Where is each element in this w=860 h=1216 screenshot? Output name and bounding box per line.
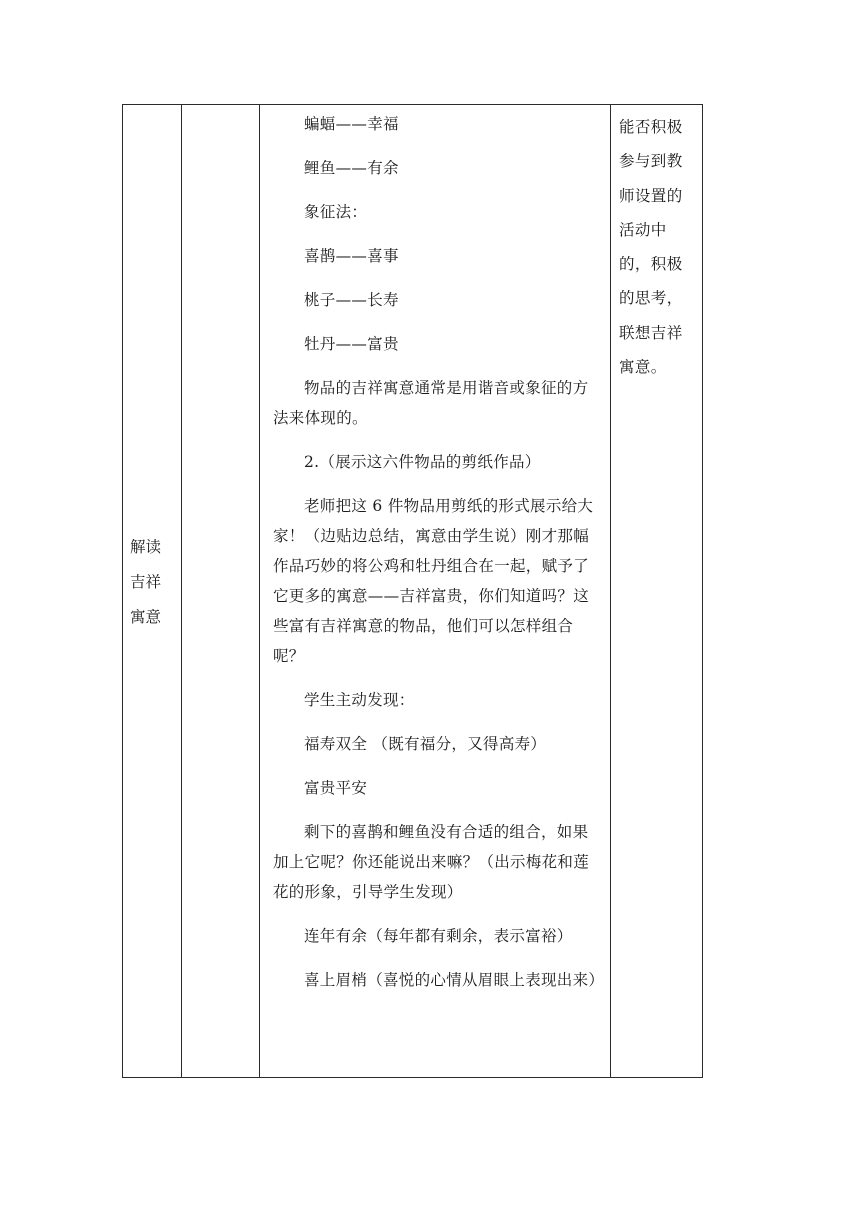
content-paragraph: 剩下的喜鹊和鲤鱼没有合适的组合，如果加上它呢？你还能说出来嘛？（出示梅花和莲花的形象，引导学生发现） (273, 823, 590, 901)
content-paragraph: 物品的吉祥寓意通常是用谐音或象征的方法来体现的。 (273, 379, 589, 427)
section-label-cell (123, 105, 182, 1078)
section-label: 解读吉祥寓意 (130, 537, 162, 626)
content-line: 象征法： (304, 203, 368, 221)
assessment-cell (611, 105, 703, 1078)
lesson-plan-table (122, 104, 703, 1078)
content-line: 鲤鱼——有余 (304, 159, 399, 177)
table-row (123, 105, 703, 1078)
content-line: 富贵平安 (304, 779, 368, 797)
content-line: 蝙蝠——幸福 (304, 115, 399, 133)
assessment-text: 能否积极参与到教师设置的活动中的，积极的思考，联想吉祥寓意。 (619, 118, 683, 377)
content-line: 连年有余（每年都有剩余，表示富裕） (304, 927, 573, 945)
content-paragraph: 老师把这 6 件物品用剪纸的形式展示给大家！（边贴边总结，寓意由学生说）刚才那幅作品巧妙的将公鸡和牡丹组合在一起，赋予了它更多的寓意——吉祥富贵，你们知道吗？这些富有吉祥寓意的物品，他们可以怎样组合呢？ (273, 497, 594, 665)
empty-cell (182, 105, 260, 1078)
content-line: 福寿双全 （既有福分，又得高寿） (304, 735, 547, 753)
content-paragraph: 喜上眉梢（喜悦的心情从眉眼上表现出来） (304, 971, 605, 989)
content-line: 喜鹊——喜事 (304, 247, 399, 265)
content-cell (260, 105, 611, 1078)
content-line: 2.（展示这六件物品的剪纸作品） (304, 453, 541, 471)
content-line: 牡丹——富贵 (304, 335, 399, 353)
content-line: 桃子——长寿 (304, 291, 399, 309)
content-line: 学生主动发现： (304, 691, 415, 709)
